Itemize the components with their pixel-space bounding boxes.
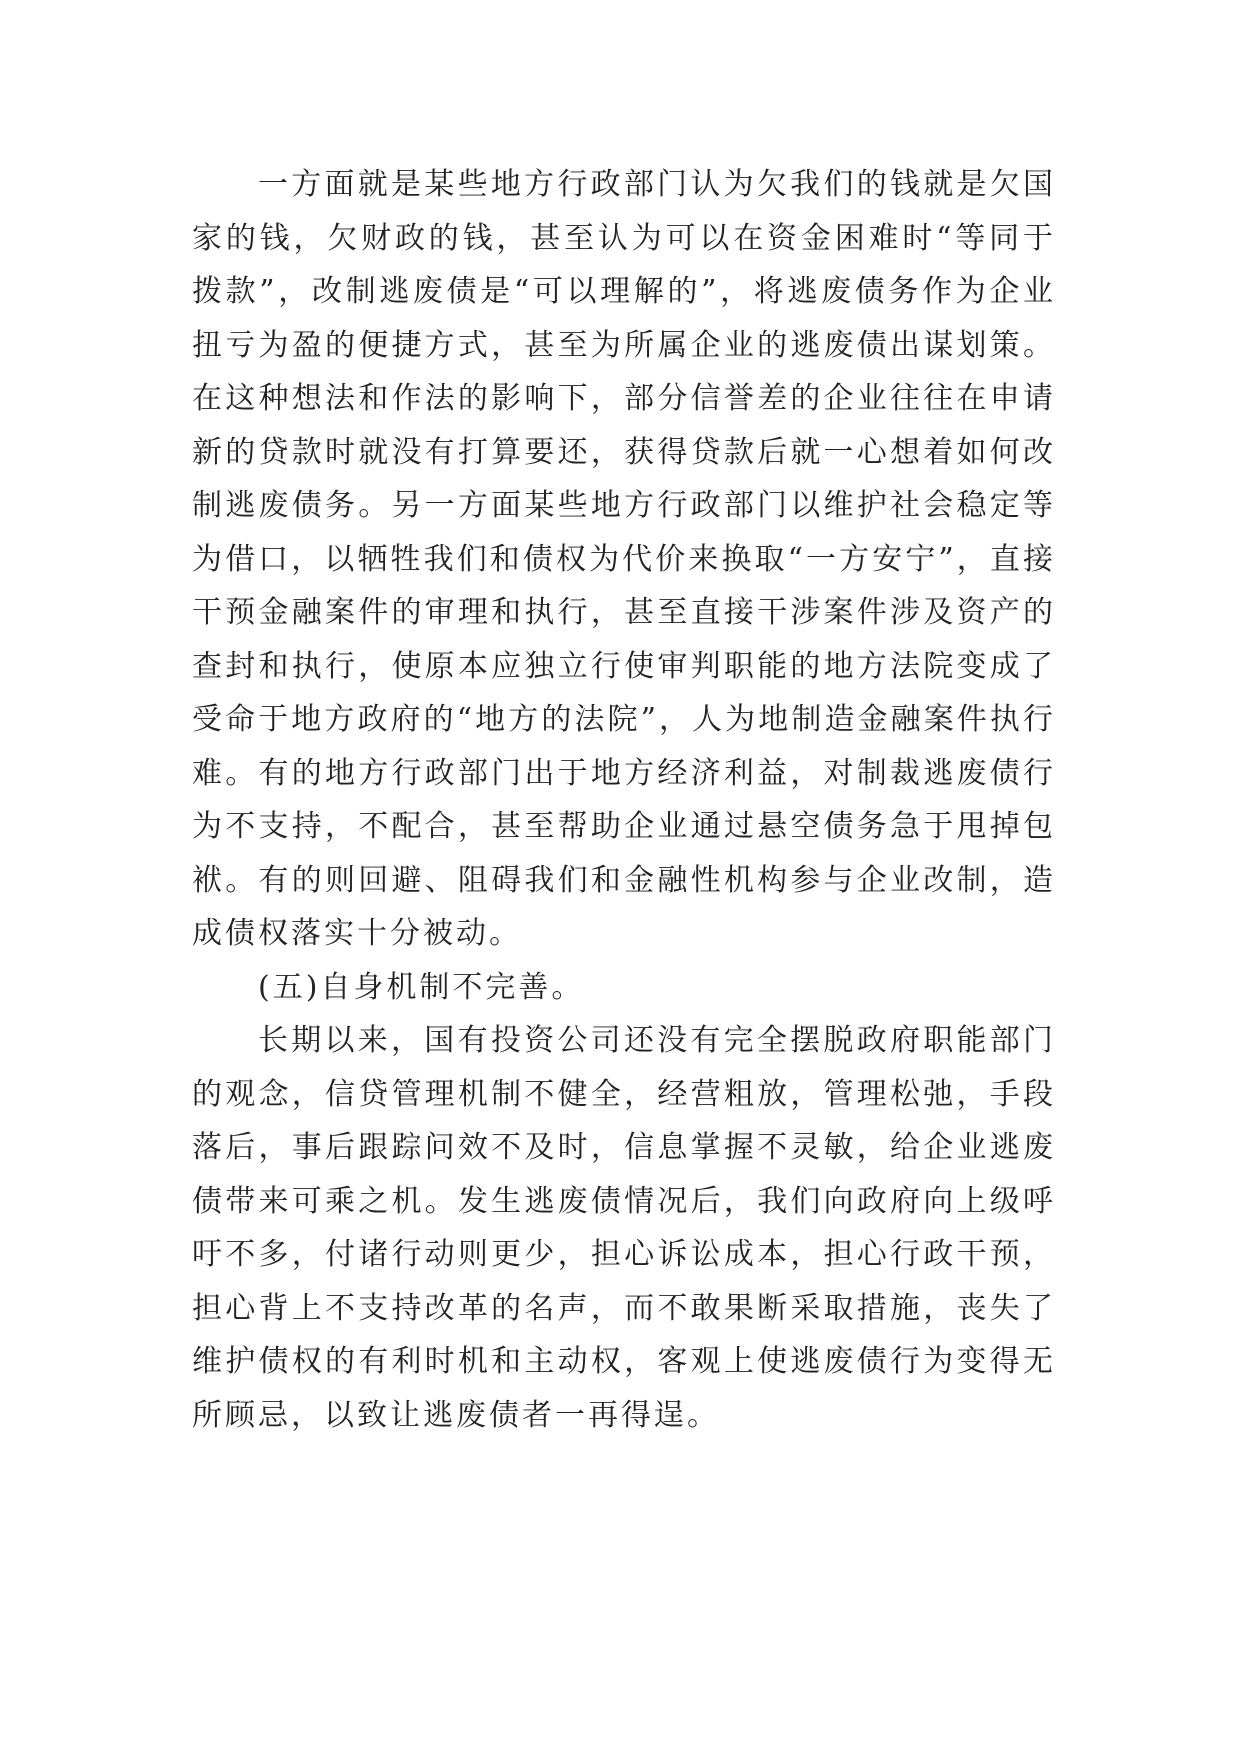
paragraph-internal-mechanism: 长期以来，国有投资公司还没有完全摆脱政府职能部门的观念，信贷管理机制不健全，经营粗放，管理松弛，手段落后，事后跟踪问效不及时，信息掌握不灵敏，给企业逃废债带来可乘之机。发生逃废债情况后，我们向政府向上级呼吁不多，付诸行动则更少，担心诉讼成本，担心行政干预，担心背上不支持改革的名声，而不敢果断采取措施，丧失了维护债权的有利时机和主动权，客观上使逃废债行为变得无所顾忌，以致让逃废债者一再得逞。 xyxy=(192,1023,1056,1433)
paragraph-local-government-interference: 一方面就是某些地方行政部门认为欠我们的钱就是欠国家的钱，欠财政的钱，甚至认为可以在资金困难时“等同于拨款”，改制逃废债是“可以理解的”，将逃废债务作为企业扭亏为盈的便捷方式，甚至为所属企业的逃废债出谋划策。在这种想法和作法的影响下，部分信誉差的企业往往在申请新的贷款时就没有打算要还，获得贷款后就一心想着如何改制逃废债务。另一方面某些地方行政部门以维护社会稳定等为借口，以牺牲我们和债权为代价来换取“一方安宁”，直接干预金融案件的审理和执行，甚至直接干涉案件涉及资产的查封和执行，使原本应独立行使审判职能的地方法院变成了受命于地方政府的“地方的法院”，人为地制造金融案件执行难。有的地方行政部门出于地方经济利益，对制裁逃废债行为不支持，不配合，甚至帮助企业通过悬空债务急于甩掉包袱。有的则回避、阻碍我们和金融性机构参与企业改制，造成债权落实十分被动。 xyxy=(192,167,1056,951)
section-heading-internal-mechanism: (五)自身机制不完善。 xyxy=(258,969,585,1005)
body-text xyxy=(192,158,1056,1442)
